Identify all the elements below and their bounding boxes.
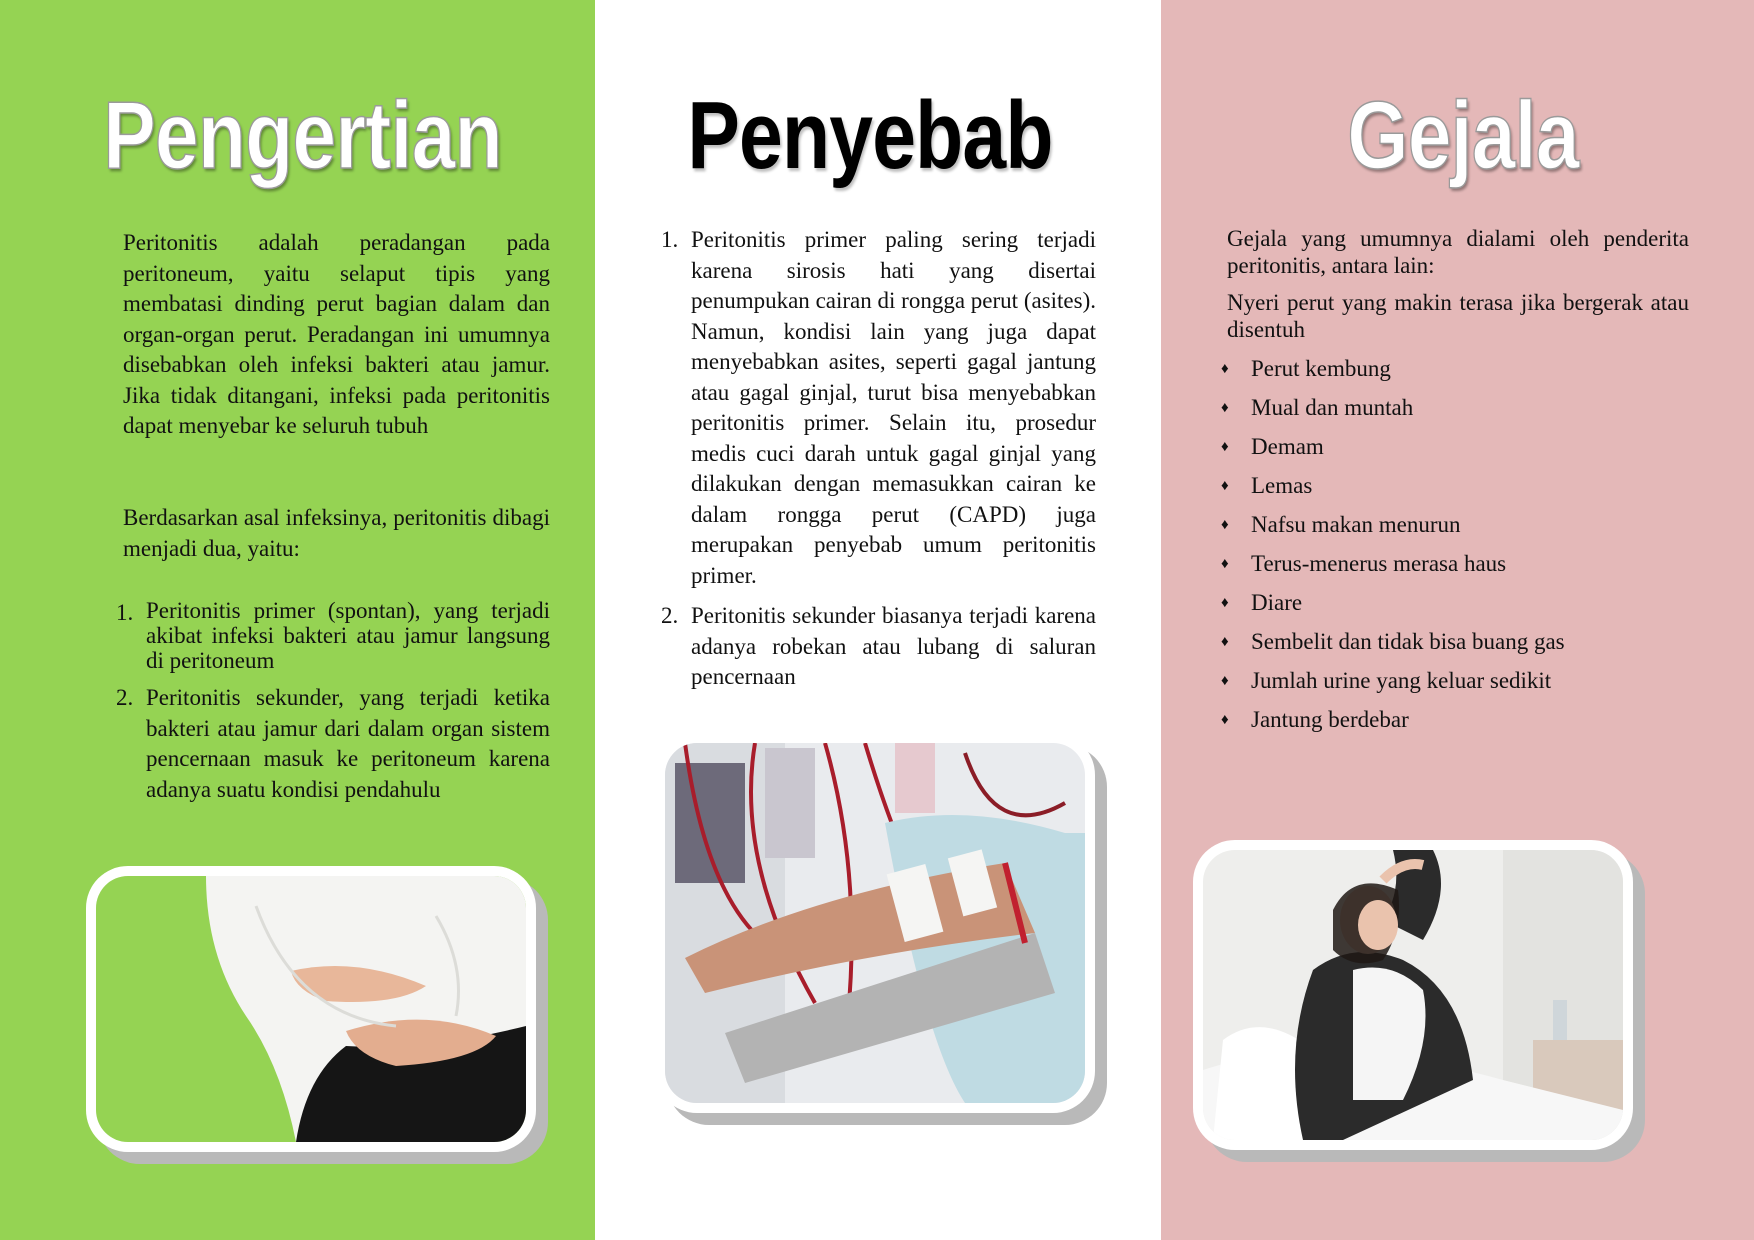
list-text: Peritonitis sekunder, yang terjadi ketika bakteri atau jamur dari dalam organ sistem pencernaan masuk ke peritoneum karena adanya suatu kondisi pendahulu <box>146 685 550 802</box>
symptom-text: Jantung berdebar <box>1251 707 1409 732</box>
diamond-bullet-icon: ♦ <box>1221 400 1229 416</box>
diamond-bullet-icon: ♦ <box>1221 712 1229 728</box>
symptom-text: Perut kembung <box>1251 356 1391 381</box>
list-item <box>116 683 550 805</box>
symptom-text: Sembelit dan tidak bisa buang gas <box>1251 629 1565 654</box>
diamond-bullet-icon: ♦ <box>1221 517 1229 533</box>
panel-gejala <box>1161 0 1754 1240</box>
list-item <box>116 598 550 673</box>
list-item <box>1221 393 1691 432</box>
panel-pengertian <box>0 0 595 1240</box>
gejala-pain: Nyeri perut yang makin terasa jika bergerak atau disentuh <box>1227 290 1689 342</box>
pengertian-intro: Peritonitis adalah peradangan pada peritoneum, yaitu selaput tipis yang membatasi dinding perut bagian dalam dan organ-organ perut. Peradangan ini umumnya disebabkan oleh infeksi bakteri atau jamur. Jika tidak ditangani, infeksi pada peritonitis dapat menyebar ke seluruh tubuh <box>123 230 550 438</box>
list-item <box>1221 666 1691 705</box>
list-number: 1. <box>661 227 679 252</box>
list-text: Peritonitis sekunder biasanya terjadi karena adanya robekan atau lubang di saluran pencernaan <box>691 603 1096 689</box>
list-item <box>661 225 1096 591</box>
list-item <box>661 601 1096 693</box>
symptom-text: Terus-menerus merasa haus <box>1251 551 1507 576</box>
sick-woman-photo-frame <box>1193 840 1633 1150</box>
list-number: 2. <box>116 685 134 710</box>
diamond-bullet-icon: ♦ <box>1221 673 1229 689</box>
list-item <box>1221 549 1691 588</box>
diamond-bullet-icon: ♦ <box>1221 361 1229 377</box>
pengertian-list <box>116 598 550 805</box>
abdominal-pain-photo-frame <box>86 866 536 1152</box>
list-item <box>1221 705 1691 744</box>
diamond-bullet-icon: ♦ <box>1221 556 1229 572</box>
heading-pengertian: Pengertian <box>103 82 502 189</box>
dialysis-photo-frame <box>655 733 1095 1113</box>
diamond-bullet-icon: ♦ <box>1221 439 1229 455</box>
sick-woman-photo <box>1203 850 1623 1140</box>
symptom-text: Demam <box>1251 434 1324 459</box>
symptom-text: Lemas <box>1251 473 1313 498</box>
list-item <box>1221 471 1691 510</box>
dialysis-photo <box>665 743 1085 1103</box>
list-item <box>1221 510 1691 549</box>
list-number: 1. <box>116 600 134 625</box>
list-item <box>1221 354 1691 393</box>
list-item <box>1221 432 1691 471</box>
gejala-intro: Gejala yang umumnya dialami oleh penderita peritonitis, antara lain: <box>1227 226 1689 278</box>
abdominal-pain-photo <box>96 876 526 1142</box>
list-text: Peritonitis primer (spontan), yang terjadi akibat infeksi bakteri atau jamur langsung di peritoneum <box>146 598 550 673</box>
symptom-text: Diare <box>1251 590 1303 615</box>
heading-gejala: Gejala <box>1347 82 1579 189</box>
symptom-text: Mual dan muntah <box>1251 395 1414 420</box>
gejala-symptom-list <box>1221 354 1691 744</box>
symptom-text: Nafsu makan menurun <box>1251 512 1461 537</box>
list-item <box>1221 588 1691 627</box>
heading-penyebab: Penyebab <box>687 82 1053 189</box>
diamond-bullet-icon: ♦ <box>1221 634 1229 650</box>
list-number: 2. <box>661 603 679 628</box>
list-text: Peritonitis primer paling sering terjadi karena sirosis hati yang disertai penumpukan cairan di rongga perut (asites). Namun, kondisi lain yang juga dapat menyebabkan asites, seperti gagal jantung atau gagal ginjal, turut bisa menyebabkan peritonitis primer. Selain itu, prosedur medis cuci darah untuk gagal ginjal yang dilakukan dengan memasukkan cairan ke dalam rongga perut (CAPD) juga merupakan penyebab umum peritonitis primer. <box>691 227 1096 588</box>
symptom-text: Jumlah urine yang keluar sedikit <box>1251 668 1552 693</box>
list-item <box>1221 627 1691 666</box>
diamond-bullet-icon: ♦ <box>1221 595 1229 611</box>
penyebab-list <box>661 225 1096 693</box>
diamond-bullet-icon: ♦ <box>1221 478 1229 494</box>
pengertian-division: Berdasarkan asal infeksinya, peritonitis dibagi menjadi dua, yaitu: <box>123 505 550 561</box>
panel-penyebab <box>595 0 1161 1240</box>
